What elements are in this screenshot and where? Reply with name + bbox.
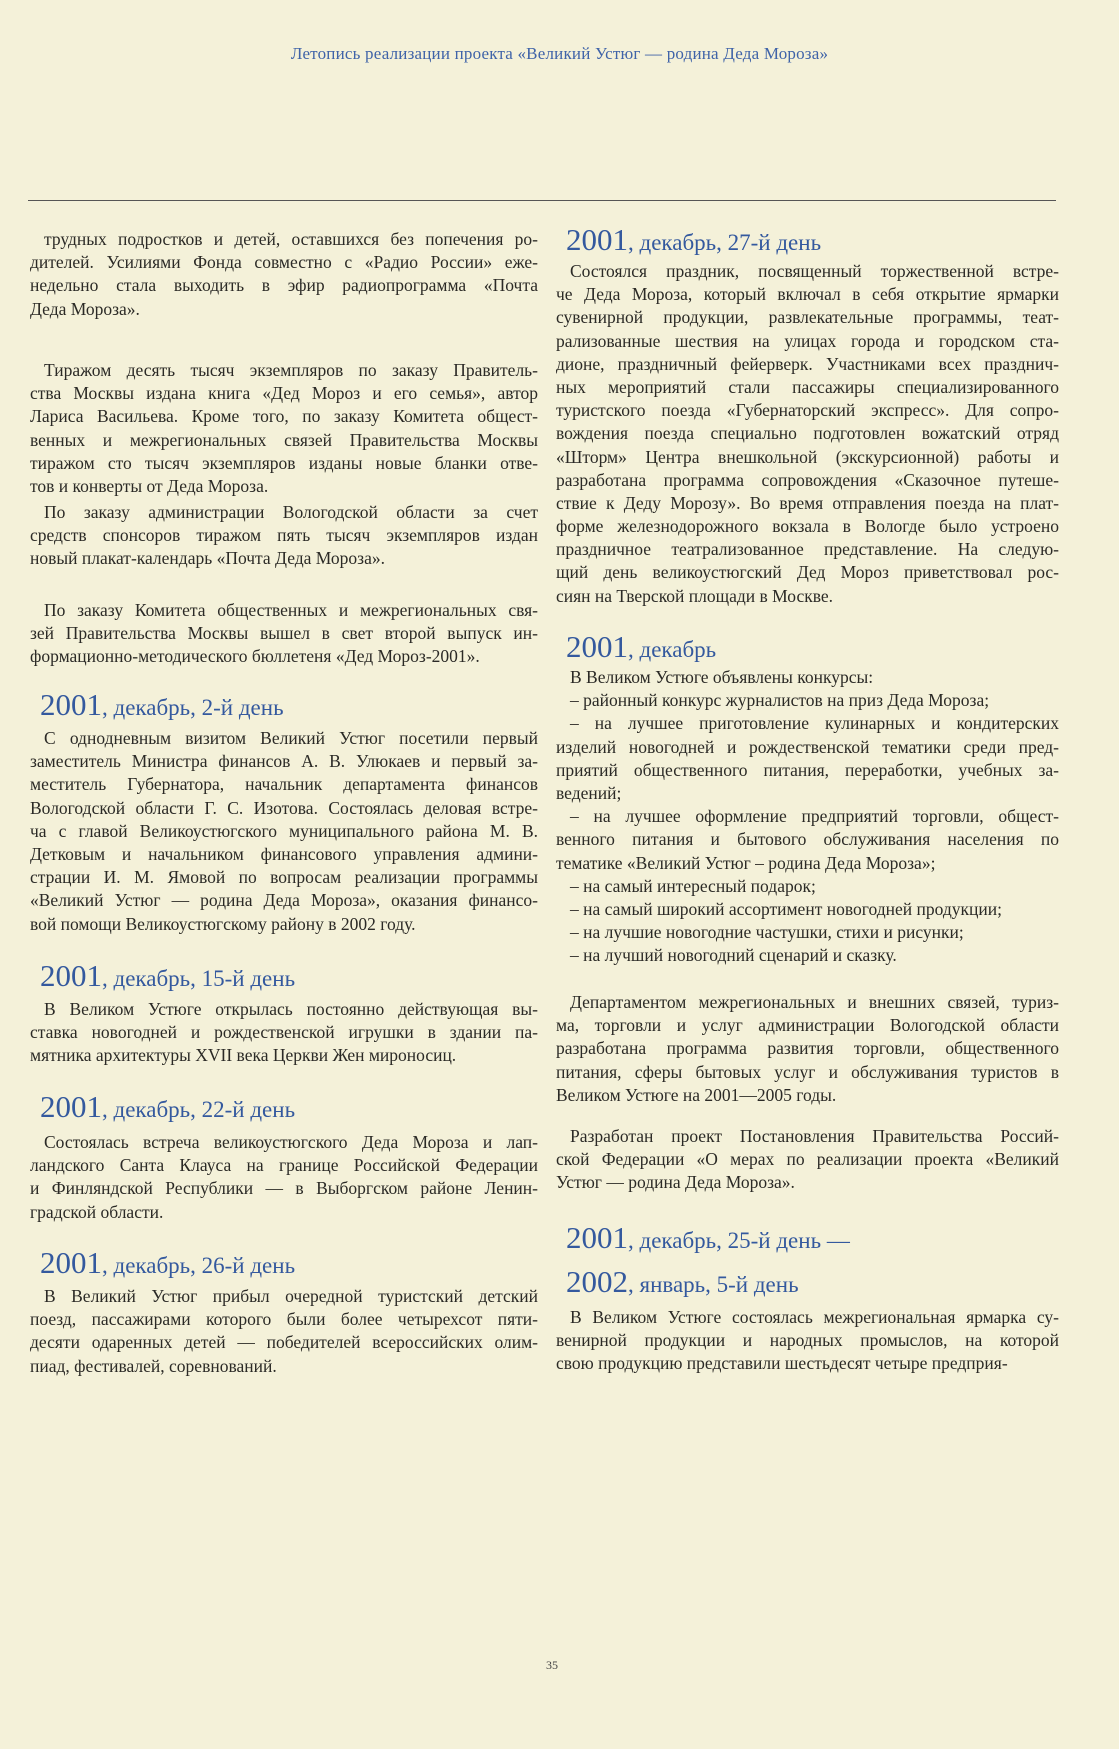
text-line: разработана программа развития торговли, общественного [556, 1038, 1059, 1059]
text-line: разработана программа сопровождения «Сказочное путеше- [556, 469, 1059, 490]
heading-date: , декабрь, 15-й день [102, 966, 296, 991]
text-line: Великом Устюге на 2001—2005 годы. [556, 1084, 837, 1105]
section-heading [556, 1216, 1059, 1304]
text-line: венных и межрегиональных связей Правительства Москвы [30, 429, 538, 450]
heading-year: 2001 [40, 1089, 102, 1124]
text-line: ных мероприятий стали пассажиры специализированного [556, 376, 1059, 397]
paragraph [30, 359, 538, 498]
text-line: туристского поезда «Губернаторский экспресс». Для сопро- [556, 400, 1059, 421]
text-line: – на лучшие новогодние частушки, стихи и рисунки; [570, 922, 964, 943]
text-line: питания, сферы бытовых услуг и обслуживания туристов в [556, 1061, 1059, 1082]
text-line: рализованные шествия на улицах города и городском ста- [556, 330, 1059, 351]
heading-year: 2001 [40, 687, 102, 722]
text-line: сувенирной продукции, развлекательные программы, теат- [556, 307, 1059, 328]
text-line: ства Москвы издана книга «Дед Мороз и его семья», автор [30, 383, 538, 404]
text-line: Вологодской области Г. С. Изотова. Состоялась деловая встре- [30, 797, 538, 818]
paragraph [30, 501, 538, 571]
text-line: С однодневным визитом Великий Устюг посетили первый [44, 728, 538, 748]
text-line: зей Правительства Москвы вышел в свет второй выпуск ин- [30, 623, 538, 644]
text-line: «Шторм» Центра внешкольной (экскурсионной) работы и [556, 446, 1059, 467]
heading-line [30, 1241, 538, 1285]
text-line: градской области. [30, 1201, 164, 1222]
text-line: ведений; [556, 782, 622, 803]
text-line: вой помощи Великоустюгскому району в 2002 году. [30, 913, 416, 934]
heading-line [556, 625, 1059, 669]
text-line: мятника архитектуры XVII века Церкви Жен мироносиц. [30, 1045, 457, 1066]
heading-date: , декабрь, 26-й день [102, 1253, 296, 1278]
text-line: свою продукцию представили шестьдесят четыре предприя- [556, 1353, 1008, 1374]
text-line: страции И. М. Ямовой по вопросам реализации программы [30, 867, 538, 888]
text-line: В Великом Устюге состоялась межрегиональная ярмарка су- [570, 1307, 1059, 1327]
text-line: «Великий Устюг — родина Деда Мороза», оказания финансо- [30, 890, 538, 911]
heading-year: 2001 [566, 1220, 628, 1255]
text-line: ча с главой Великоустюгского муниципального района М. В. [30, 820, 538, 841]
text-line: Тиражом десять тысяч экземпляров по заказу Правитель- [44, 360, 538, 380]
text-line: че Деда Мороза, который включал в себя открытие ярмарки [556, 284, 1059, 305]
text-line: трудных подростков и детей, оставшихся без попечения ро- [44, 229, 538, 249]
paragraph [30, 998, 538, 1068]
text-line: – на лучшее оформление предприятий торговли, общест- [570, 806, 1059, 827]
text-line: В Великий Устюг прибыл очередной туристский детский [44, 1286, 538, 1306]
heading-line [556, 218, 1059, 262]
paragraph [30, 1131, 538, 1224]
paragraph [30, 1285, 538, 1378]
text-line: дителей. Усилиями Фонда совместно с «Радио России» еже- [30, 252, 538, 273]
text-line: В Великом Устюге открылась постоянно действующая вы- [44, 999, 538, 1019]
text-line: Устюг — родина Деда Мороза». [556, 1172, 795, 1193]
text-line: Разработан проект Постановления Правительства Россий- [570, 1126, 1059, 1146]
text-line: – районный конкурс журналистов на приз Деда Мороза; [570, 690, 990, 711]
section-heading [30, 683, 538, 727]
text-line: щий день великоустюгский Дед Мороз приветствовал рос- [556, 562, 1059, 583]
text-line: Лариса Васильева. Кроме того, по заказу Комитета общест- [30, 406, 538, 427]
text-line: ландского Санта Клауса на границе Российской Федерации [30, 1155, 538, 1176]
heading-year: 2001 [40, 1245, 102, 1280]
text-line: средств спонсоров тиражом пять тысяч экземпляров издан [30, 525, 538, 546]
text-line: – на самый широкий ассортимент новогодней продукции; [570, 898, 1002, 919]
heading-date: , декабрь, 27-й день [628, 230, 822, 255]
heading-year: 2002 [566, 1264, 628, 1299]
section-heading [556, 625, 1059, 669]
heading-date: , январь, 5-й день [628, 1272, 799, 1297]
text-line: Детковым и начальником финансового управления админи- [30, 843, 538, 864]
text-line: – на лучшее приготовление кулинарных и кондитерских [570, 713, 1059, 734]
text-line: изделий новогодней и рождественской тематики среди пред- [556, 736, 1059, 757]
page-number: 35 [546, 1658, 558, 1672]
section-heading [30, 1085, 538, 1129]
text-line: По заказу администрации Вологодской области за счет [44, 502, 538, 522]
text-line: ма, торговли и услуг администрации Вологодской области [556, 1015, 1059, 1036]
text-line: ской Федерации «О мерах по реализации проекта «Великий [556, 1149, 1059, 1170]
text-line: Состоялась встреча великоустюгского Деда Мороза и лап- [44, 1132, 538, 1152]
paragraph [556, 260, 1059, 608]
running-head: Летопись реализации проекта «Великий Устюг — родина Деда Мороза» [290, 44, 829, 63]
text-line: пиад, фестивалей, соревнований. [30, 1355, 277, 1376]
text-line: праздничное театрализованное представление. На следую- [556, 539, 1059, 560]
text-line: формационно-методического бюллетеня «Дед Мороз-2001». [30, 646, 480, 667]
heading-year: 2001 [40, 958, 102, 993]
heading-date: , декабрь, 25-й день — [628, 1228, 850, 1253]
heading-line [30, 954, 538, 998]
text-line: – на лучший новогодний сценарий и сказку. [570, 945, 897, 966]
paragraph [30, 228, 538, 321]
text-line: ставка новогодней и рождественской игрушки в здании па- [30, 1022, 538, 1043]
paragraph [556, 1306, 1059, 1376]
paragraph [30, 599, 538, 669]
header-rule [28, 200, 1056, 201]
text-line: и Финляндской Республики — в Выборгском районе Ленин- [30, 1178, 538, 1199]
text-line: Департаментом межрегиональных и внешних связей, туриз- [570, 992, 1059, 1012]
heading-line [556, 1216, 1059, 1260]
text-line: Деда Мороза». [30, 298, 140, 319]
text-line: десяти одаренных детей — победителей всероссийских олим- [30, 1332, 538, 1353]
text-line: венирной продукции и народных промыслов, на которой [556, 1330, 1059, 1351]
text-line: венного питания и бытового обслуживания населения по [556, 829, 1059, 850]
text-line: заместитель Министра финансов А. В. Улюкаев и первый за- [30, 751, 538, 772]
text-line: новый плакат-календарь «Почта Деда Мороза». [30, 548, 385, 569]
heading-date: , декабрь, 22-й день [102, 1097, 296, 1122]
heading-year: 2001 [566, 629, 628, 664]
text-line: вождения поезда специально подготовлен вожатский отряд [556, 423, 1059, 444]
heading-line [30, 683, 538, 727]
paragraph [556, 1125, 1059, 1195]
text-line: По заказу Комитета общественных и межрегиональных свя- [44, 600, 538, 620]
text-line: форме железнодорожного вокзала в Вологде было устроено [556, 516, 1059, 537]
text-line: поезд, пассажирами которого были более четырехсот пяти- [30, 1309, 538, 1330]
section-heading [556, 218, 1059, 262]
heading-line [30, 1085, 538, 1129]
section-heading [30, 954, 538, 998]
text-line: сиян на Тверской площади в Москве. [556, 585, 834, 606]
text-line: В Великом Устюге объявлены конкурсы: [570, 667, 874, 687]
text-line: приятий общественного питания, переработки, учебных за- [556, 759, 1059, 780]
heading-line [556, 1260, 1059, 1304]
text-line: ствие к Деду Морозу». Во время отправления поезда на плат- [556, 492, 1059, 513]
heading-date: , декабрь, 2-й день [102, 695, 284, 720]
text-line: – на самый интересный подарок; [570, 875, 816, 896]
text-line: дионе, праздничный фейерверк. Участниками всех празднич- [556, 353, 1059, 374]
text-line: Состоялся праздник, посвященный торжественной встре- [570, 261, 1059, 281]
text-line: тематике «Великий Устюг – родина Деда Мороза»; [556, 852, 936, 873]
paragraph [556, 666, 1059, 967]
text-line: меститель Губернатора, начальник департамента финансов [30, 774, 538, 795]
text-line: недельно стала выходить в эфир радиопрограмма «Почта [30, 275, 538, 296]
section-heading [30, 1241, 538, 1285]
heading-year: 2001 [566, 222, 628, 257]
paragraph [556, 991, 1059, 1107]
text-line: тов и конверты от Деда Мороза. [30, 475, 269, 496]
paragraph [30, 727, 538, 936]
heading-date: , декабрь [628, 637, 717, 662]
text-line: тиражом сто тысяч экземпляров изданы новые бланки отве- [30, 452, 538, 473]
